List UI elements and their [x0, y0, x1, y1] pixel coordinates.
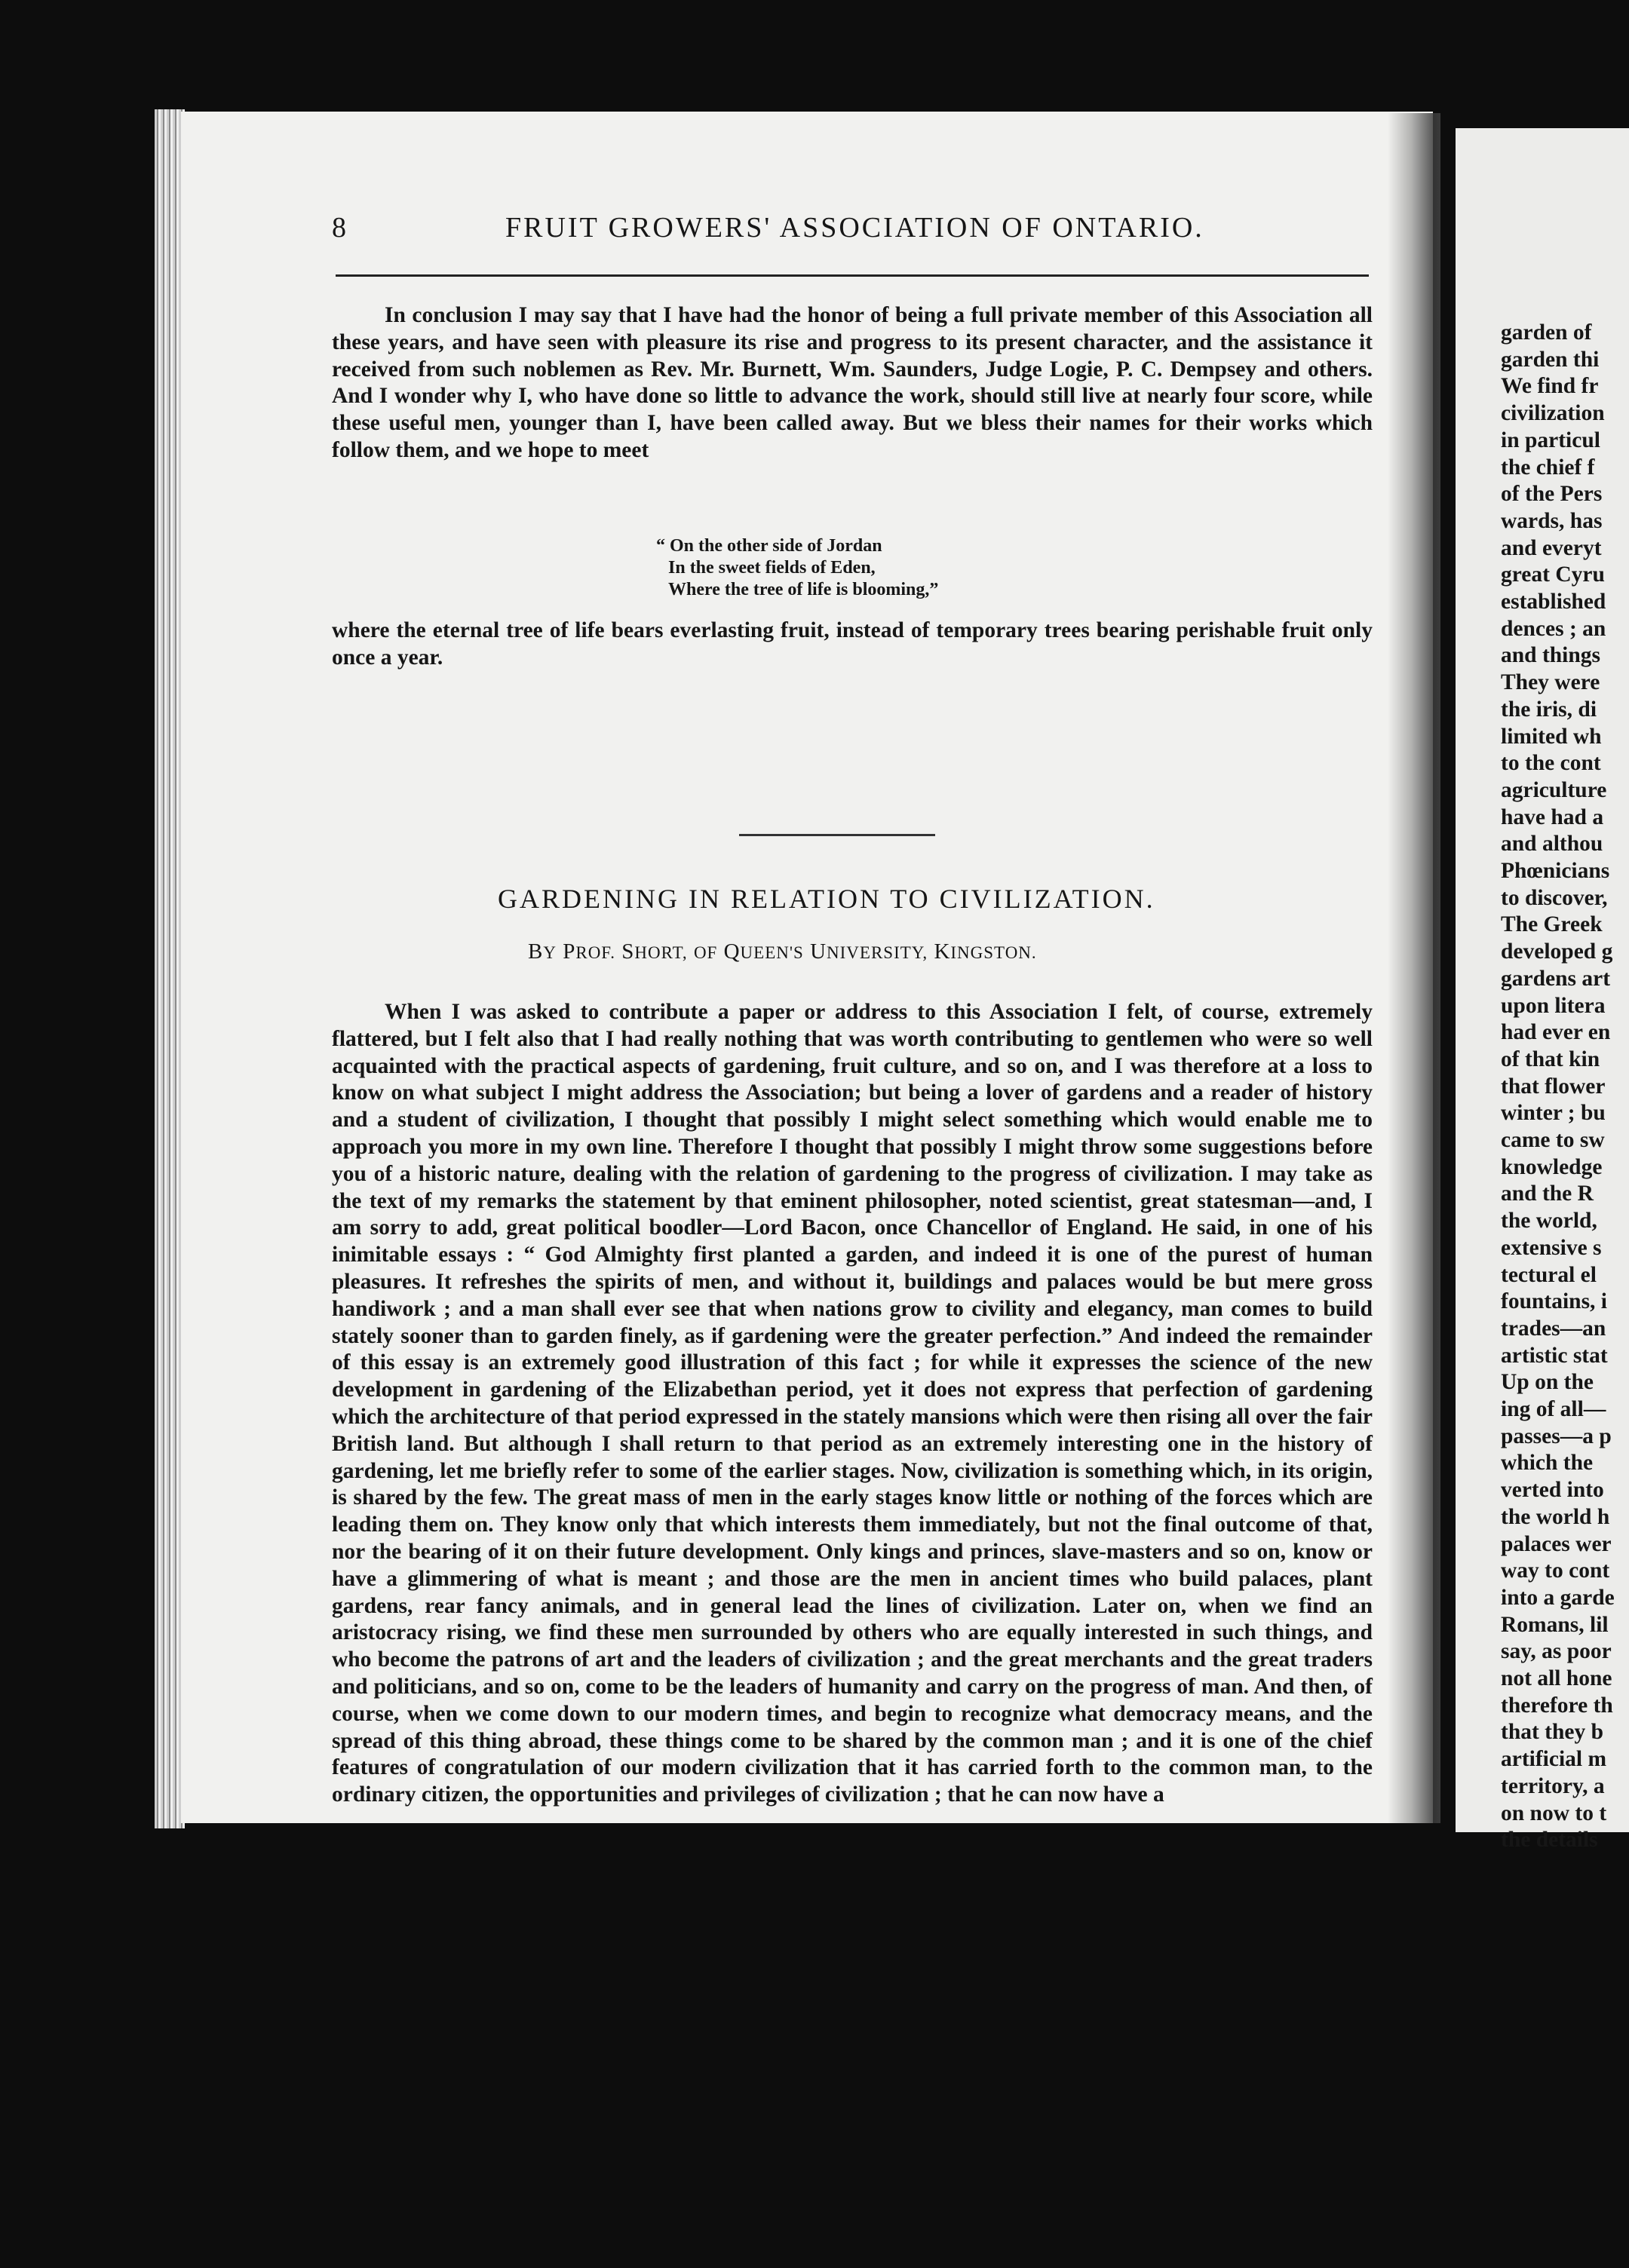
facing-page-line: the details	[1501, 1828, 1598, 1853]
running-title: FRUIT GROWERS' ASSOCIATION OF ONTARIO.	[505, 212, 1204, 244]
facing-page-line: They were	[1501, 670, 1600, 695]
facing-page-line: that they b	[1501, 1720, 1604, 1745]
facing-page-line: Phœnicians	[1501, 859, 1610, 883]
facing-page-line: which the	[1501, 1451, 1594, 1476]
facing-page-line: the world,	[1501, 1209, 1597, 1234]
byline: BY PROF. SHORT, OF QUEEN'S UNIVERSITY, KINGSTON.	[528, 939, 1037, 964]
facing-page-line: fountains, i	[1501, 1289, 1607, 1314]
facing-page-line: garden of	[1501, 320, 1592, 345]
article-body: When I was asked to contribute a paper or address to this Association I felt, of course, extremely flattered, but I felt also that I had really nothing that was worth contributing to gentlemen who were so well acquainted with the practical aspects of gardening, fruit culture, and so on, and I was therefore at a loss to know on what subject I might address the Association; but being a lover of gardens and a reader of history and a student of civilization, I thought that possibly I might select something which would enable me to approach you more in my own line. Therefore I thought that possibly I might throw some suggestions before you of a historic nature, dealing with the relation of gardening to the progress of civilization. I may take as the text of my remarks the statement by that eminent philosopher, noted scientist, great statesman—and, I am sorry to add, great political boodler—Lord Bacon, once Chancellor of England. He said, in one of his inimitable essays : “ God Almighty first planted a garden, and indeed it is one of the purest of human pleasures. It refreshes the spirits of men, and without it, buildings and palaces would be but mere gross handiwork ; and a man shall ever see that when nations grow to civility and elegancy, man comes to build stately sooner than to garden finely, as if gardening were the greater perfection.” And indeed the remainder of this essay is an extremely good illustration of this fact ; for while it expresses the science of the new development in gardening of the Elizabethan period, yet it does not express that perfection of gardening which the architecture of that period expressed in the stately mansions which were then rising all over the fair British land. But although I shall return to that period as an extremely interesting one in the history of gardening, let me briefly refer to some of the earlier stages. Now, civilization is something which, in its origin, is shared by the few. The great mass of men in the early stages know little or nothing of the forces which are leading them on. They know only that which interests them immediately, but not the final outcome of that, nor the bearing of it on their future development. Only kings and princes, slave-masters and so on, know or have a glimmering of what is meant ; and those are the men in ancient times who build palaces, plant gardens, rear fancy animals, and in general lead the lines of civilization. Later on, when we find an aristocracy rising, we find these men surrounded by others who are equally interested in such things, and who become the patrons of art and the leaders of civilization ; and the great merchants and the great traders and politicians, and so on, come to be the leaders of humanity and carry on the progress of man. And then, of course, when we come down to our modern times, and begin to recognize what democracy means, and the spread of this thing abroad, these things come to be shared by the common man ; and it is one of the chief features of congratulation of our modern civilization that it has carried forth to the common man, to the ordinary citizen, the opportunities and privileges of civilization ; that he can now have a	[332, 1000, 1373, 1807]
facing-page-line: on now to t	[1501, 1801, 1607, 1825]
facing-page-line: established	[1501, 590, 1606, 614]
facing-page-line: wards, has	[1501, 508, 1603, 533]
facing-page-line: of the Pers	[1501, 482, 1603, 507]
facing-page-line: upon litera	[1501, 993, 1606, 1018]
facing-page-line: garden thi	[1501, 347, 1600, 372]
facing-page-line: came to sw	[1501, 1128, 1605, 1152]
facing-page-line: not all hone	[1501, 1666, 1612, 1690]
facing-page-line: into a garde	[1501, 1585, 1615, 1610]
facing-page-line: great Cyru	[1501, 562, 1605, 587]
facing-page-line: the chief f	[1501, 455, 1595, 480]
article-title: GARDENING IN RELATION TO CIVILIZATION.	[498, 884, 1155, 914]
verse-line: Where the tree of life is blooming,”	[668, 580, 939, 599]
facing-page-line: way to cont	[1501, 1558, 1610, 1583]
facing-page-line: say, as poor	[1501, 1639, 1612, 1664]
page-edges	[155, 109, 185, 1828]
header-rule	[336, 274, 1369, 277]
facing-page-line: Up on the	[1501, 1370, 1594, 1395]
facing-page-line: and things	[1501, 643, 1601, 668]
facing-page-line: passes—a p	[1501, 1424, 1612, 1448]
verse-quote	[656, 535, 938, 601]
facing-page-line: artistic stat	[1501, 1343, 1608, 1368]
verse-line: “ On the other side of Jordan	[656, 536, 882, 556]
section-divider	[739, 834, 935, 836]
facing-page-line: We find fr	[1501, 374, 1599, 399]
facing-page-line: had ever en	[1501, 1020, 1611, 1045]
conclusion-closing: where the eternal tree of life bears everlasting fruit, instead of temporary trees bearing perishable fruit only once a year.	[332, 618, 1373, 670]
facing-page-line: the world h	[1501, 1504, 1610, 1529]
facing-page-line: developed g	[1501, 939, 1613, 964]
facing-page-line: territory, a	[1501, 1773, 1605, 1798]
facing-page-line: civilization	[1501, 401, 1605, 426]
facing-page-line: verted into	[1501, 1478, 1604, 1503]
facing-page-line: that flower	[1501, 1074, 1606, 1099]
facing-page-line: and the R	[1501, 1182, 1594, 1206]
facing-page-line: to the cont	[1501, 751, 1601, 776]
book-page	[181, 112, 1433, 1823]
facing-page-line: have had a	[1501, 805, 1604, 829]
facing-page-line: The Greek	[1501, 912, 1603, 937]
verse-line: In the sweet fields of Eden,	[668, 558, 876, 578]
facing-page-line: Romans, lil	[1501, 1612, 1609, 1637]
facing-page-line: dences ; an	[1501, 616, 1606, 641]
facing-page-line: trades—an	[1501, 1316, 1606, 1341]
facing-page-line: tectural el	[1501, 1262, 1597, 1287]
facing-page-line: the iris, di	[1501, 697, 1597, 722]
facing-page-line: to discover,	[1501, 885, 1608, 910]
facing-page-line: artificial m	[1501, 1747, 1607, 1772]
page-number: 8	[332, 212, 347, 244]
facing-page-line: of that kin	[1501, 1047, 1600, 1071]
facing-page-line: palaces wer	[1501, 1531, 1612, 1556]
facing-page-line: knowledge	[1501, 1154, 1603, 1179]
facing-page-line: therefore th	[1501, 1693, 1613, 1718]
facing-page-line: and everyt	[1501, 535, 1602, 560]
facing-page-line: and althou	[1501, 832, 1603, 857]
facing-page-line: limited wh	[1501, 724, 1602, 749]
conclusion-paragraph: In conclusion I may say that I have had the honor of being a full private member of this Association all these years, and have seen with pleasure its rise and progress to its present character, and the assistance it received from such noblemen as Rev. Mr. Burnett, Wm. Saunders, Judge Logie, P. C. Dempsey and others. And I wonder why I, who have done so little to advance the work, should still live at nearly four score, while these useful men, younger than I, have been called away. But we bless their names for their works which follow them, and we hope to meet	[332, 303, 1373, 462]
book-gutter	[1388, 113, 1440, 1823]
facing-page-line: agriculture	[1501, 777, 1607, 802]
facing-page-line: gardens art	[1501, 966, 1611, 991]
facing-page	[1456, 128, 1629, 1853]
facing-page-line: extensive s	[1501, 1235, 1602, 1260]
facing-page-line: ing of all—	[1501, 1397, 1606, 1421]
facing-page-line: winter ; bu	[1501, 1101, 1606, 1126]
facing-page-line: in particul	[1501, 428, 1600, 452]
